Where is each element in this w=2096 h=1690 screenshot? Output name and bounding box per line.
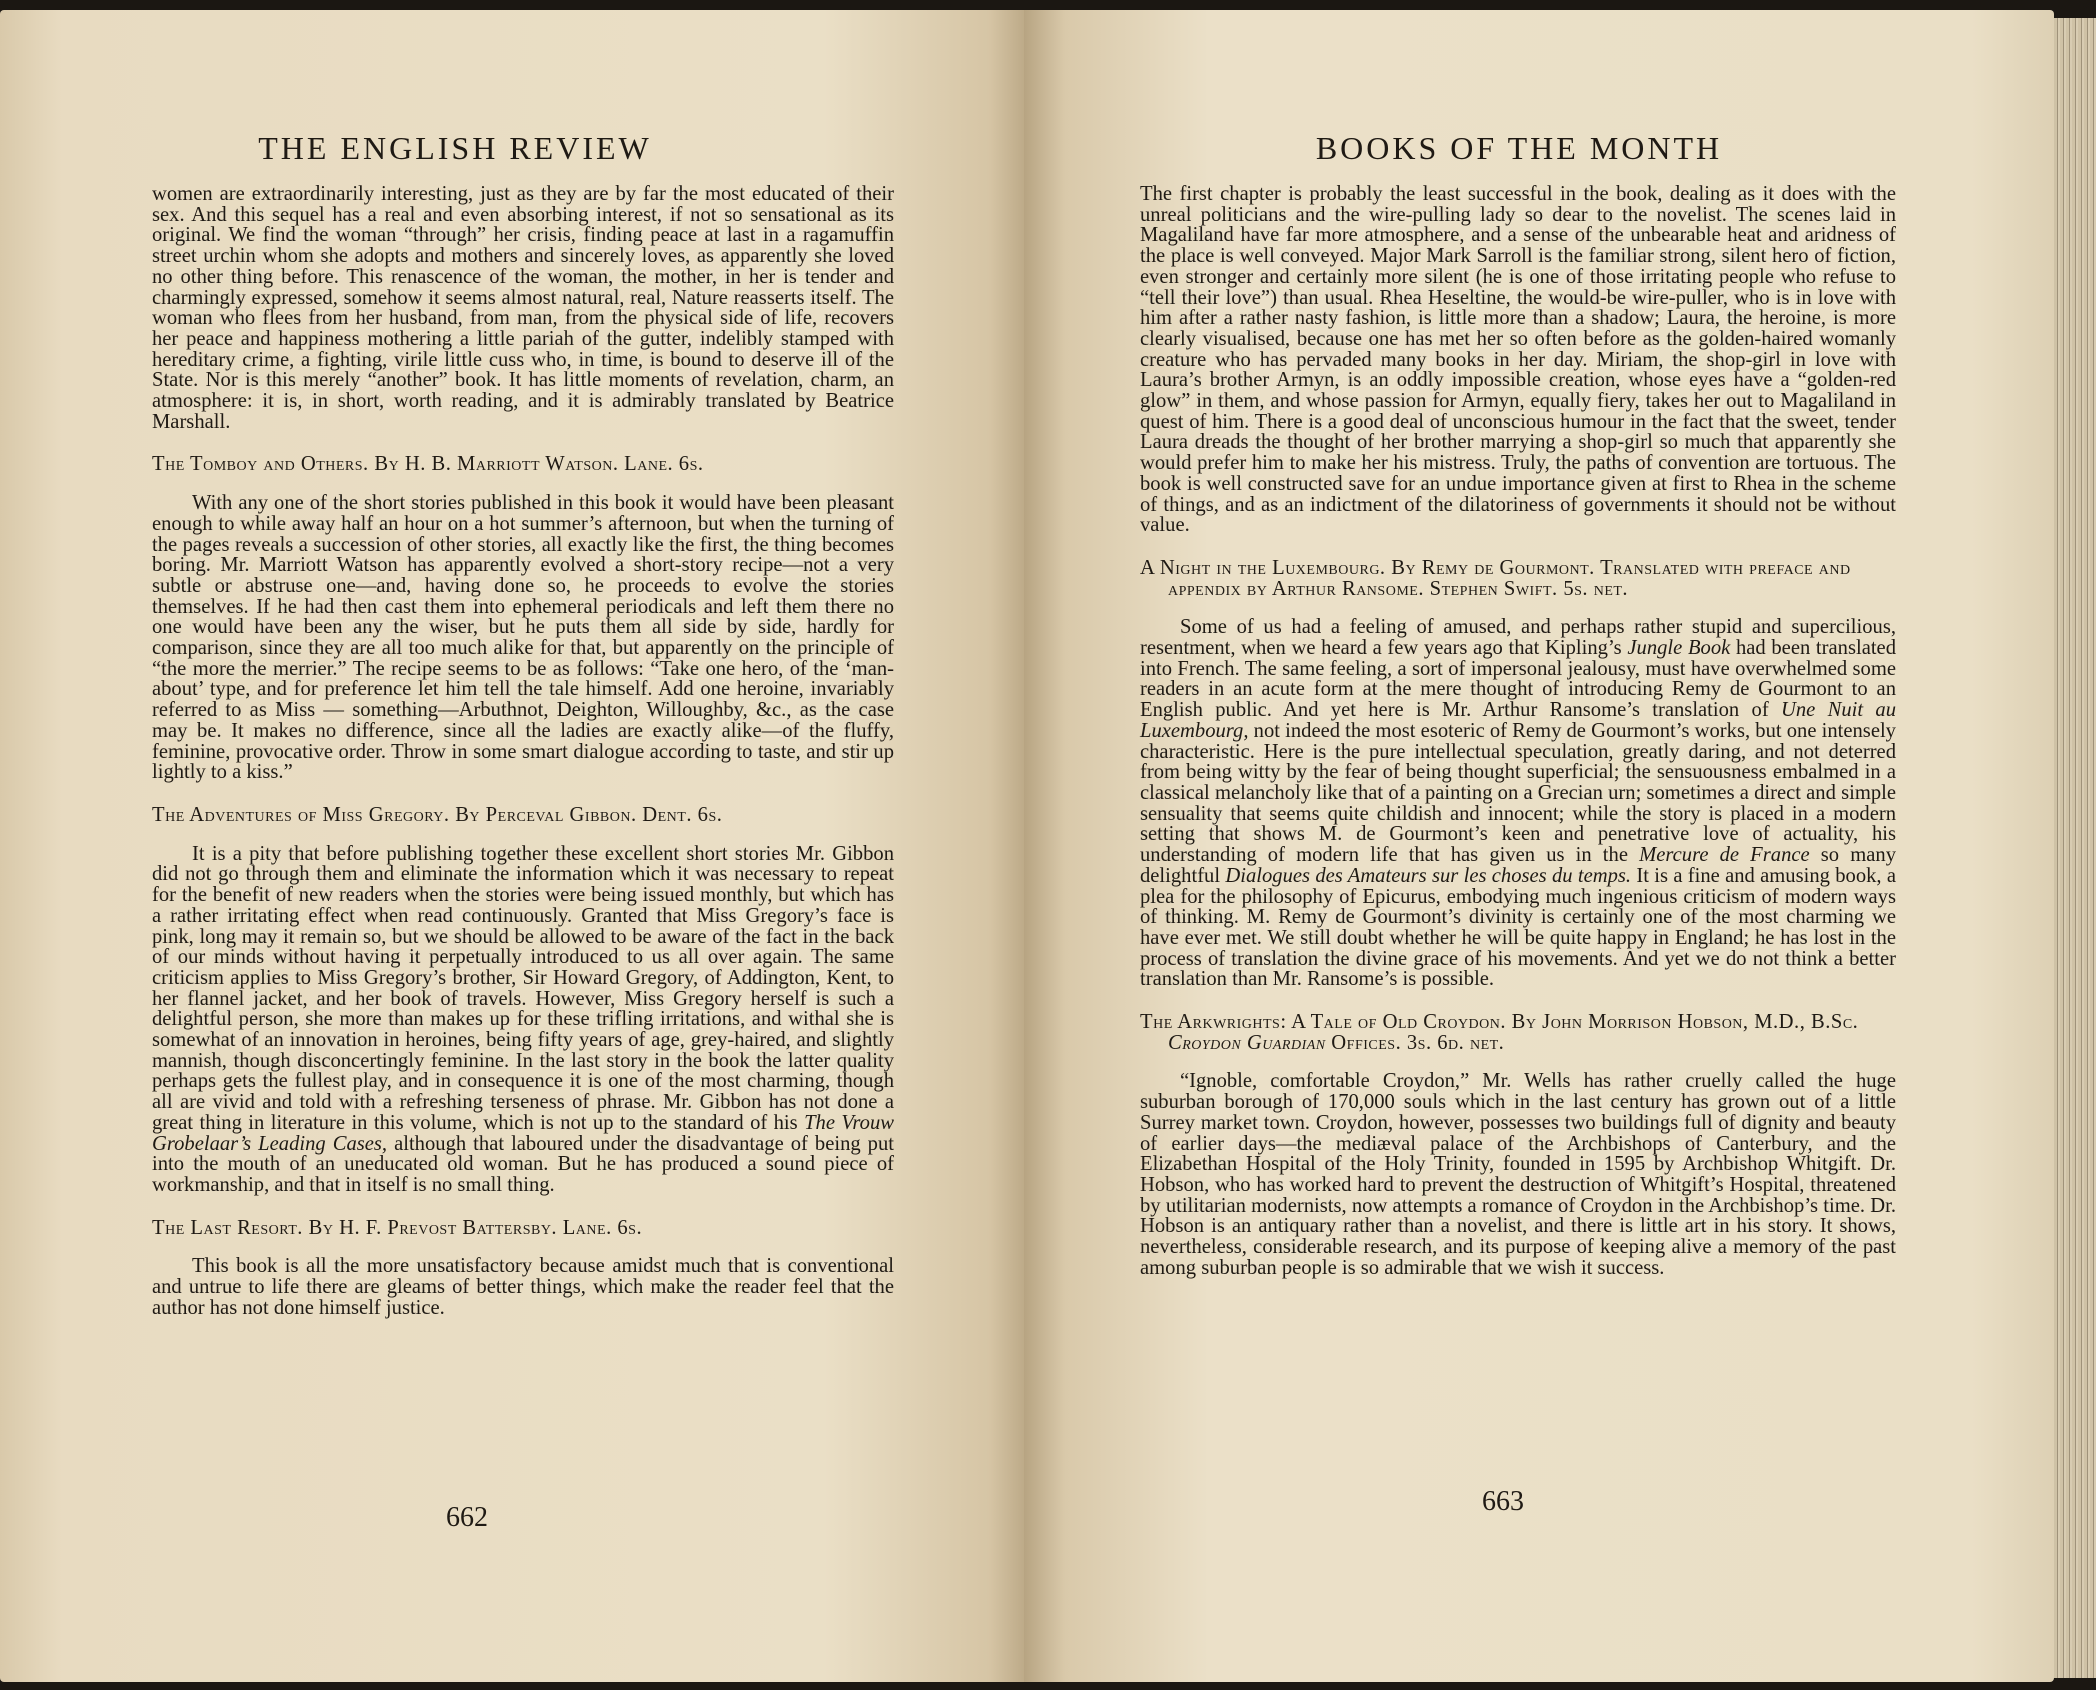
text-part: Some of us had a feeling of amused, and perhaps rather stupid and supercilious, resentment, when we heard a few years ago that Kipling’s xyxy=(1140,616,1896,660)
review-heading-tomboy: The Tomboy and Others. By H. B. Marriott Watson. Lane. 6s. xyxy=(152,453,704,476)
right-page-content xyxy=(1140,184,1896,1278)
review-body-miss-gregory xyxy=(152,844,894,1196)
italic-title: Mercure de France xyxy=(1639,844,1810,867)
review-heading-night-luxembourg: A Night in the Luxembourg. By Remy de Gourmont. Translated with preface and appendix by Arthur Ransome. Stephen Swift. 5s. net. xyxy=(1140,556,1851,600)
italic-title: Dialogues des Amateurs sur les choses du temps. xyxy=(1225,864,1632,887)
left-running-head: THE ENGLISH REVIEW xyxy=(258,130,652,166)
review-heading-last-resort: The Last Resort. By H. F. Prevost Battersby. Lane. 6s. xyxy=(152,1216,643,1239)
heading-part: Offices. 3s. 6d. net. xyxy=(1331,1031,1505,1054)
text-part: had been translated into French. The same feeling, a sort of impersonal jealousy, must have overwhelmed some readers in an acute form at the mere thought of introducing Remy de Gourmont to an English public. And yet here is Mr. Arthur Ransome’s translation of xyxy=(1140,637,1896,722)
review-body-tomboy: With any one of the short stories published in this book it would have been pleasant enough to while away half an hour on a hot summer’s afternoon, but when the turning of the pages reveals a succession of other stories, all exactly like the first, the thing becomes boring. Mr. Marriott Watson has apparently evolved a short-story recipe—not a very subtle or abstruse one—and, having done so, he proceeds to evolve the stories themselves. If he had then cast them into ephemeral periodicals and left them there no one would have been any the wiser, but he puts them all side by side, hardly for comparison, since they are all too much alike for that, but apparently on the principle of “the more the merrier.” The recipe seems to be as follows: “Take one hero, of the ‘man-about’ type, and for preference let him tell the tale himself. Add one heroine, invariably referred to as Miss — something—Arbuthnot, Deighton, Willoughby, &c., as the case may be. It makes no difference, since all the ladies are exactly alike—of the fluffy, feminine, provocative order. Throw in some smart dialogue according to taste, and stir up lightly to a kiss.” xyxy=(152,492,894,784)
right-page-number: 663 xyxy=(1482,1486,1524,1517)
review-body-night-luxembourg xyxy=(1140,617,1896,990)
review-heading-miss-gregory: The Adventures of Miss Gregory. By Perceval Gibbon. Dent. 6s. xyxy=(152,803,723,826)
review-heading-arkwrights xyxy=(1140,1012,1896,1053)
heading-italic: Croydon Guardian xyxy=(1168,1031,1326,1054)
italic-title: Une Nuit au Luxembourg, xyxy=(1140,699,1896,742)
review-body-last-resort: This book is all the more unsatisfactory because amidst much that is conventional and untrue to life there are gleams of better things, which make the reader feel that the author has not done himself justice. xyxy=(152,1255,894,1319)
left-page-content xyxy=(152,184,894,1318)
text-part: so many delightful xyxy=(1140,844,1896,887)
right-running-head: BOOKS OF THE MONTH xyxy=(1315,130,1723,166)
italic-title: Jungle Book xyxy=(1627,637,1731,660)
italic-book-title: The Vrouw Grobelaar’s Leading Cases, xyxy=(152,1111,895,1155)
page-edges xyxy=(2054,18,2096,1678)
heading-part: The Arkwrights: A Tale of Old Croydon. By John Morrison Hobson, M.D., B.Sc. xyxy=(1140,1011,1859,1034)
right-page xyxy=(1024,10,2054,1682)
text-part: It is a fine and amusing book, a plea for the philosophy of Epicurus, embodying much ingenious criticism of modern ways of thinking. M. Remy de Gourmont’s divinity is certainly one of the most charming we have ever met. We still doubt whether he will be quite happy in England; he has lost in the process of translation the divine grace of his movements. And yet we do not think a better translation than Mr. Ransome’s is possible. xyxy=(1140,864,1897,991)
review-body-arkwrights: “Ignoble, comfortable Croydon,” Mr. Wells has rather cruelly called the huge suburban borough of 170,000 souls which in the last century has grown out of a little Surrey market town. Croydon, however, possesses two buildings full of dignity and beauty of earlier days—the mediæval palace of the Archbishops of Canterbury, and the Elizabethan Hospital of the Holy Trinity, founded in 1595 by Archbishop Whitgift. Dr. Hobson, who has worked hard to prevent the destruction of Whitgift’s Hospital, threatened by utilitarian modernists, now attempts a romance of Croydon in the Archbishop’s time. Dr. Hobson is an antiquary rather than a novelist, and there is little art in his story. It shows, nevertheless, considerable research, and its purpose of keeping alive a memory of the past among suburban people is so admirable that we wish it success. xyxy=(1140,1070,1896,1279)
left-page xyxy=(0,10,1030,1682)
opening-paragraph: The first chapter is probably the least successful in the book, dealing as it does with the unreal politicians and the wire-pulling lady so dear to the novelist. The scenes laid in Magaliland have far more atmosphere, and a sense of the unbearable heat and aridness of the place is well conveyed. Major Mark Sarroll is the familiar strong, silent hero of fiction, even stronger and certainly more silent (he is one of those irritating people who refuse to “tell their love”) than usual. Rhea Heseltine, the would-be wire-puller, who is in love with him after a rather nasty fashion, is little more than a shadow; Laura, the heroine, is more clearly visualised, because one has met her so often before as the golden-haired womanly creature who has pervaded many books in her day. Miriam, the shop-girl in love with Laura’s brother Armyn, is an oddly impossible creation, whose eyes have a “golden-red glow” in them, and whose passion for Armyn, equally fiery, takes her out to Magaliland in quest of him. There is a good deal of unconscious humour in the fact that the sweet, tender Laura dreads the thought of her brother marrying a shop-girl so much that apparently she would prefer him to make her his mistress. Truly, the paths of convention are tortuous. The book is well constructed save for an undue importance given at first to Rhea in the scheme of things, and as an indictment of the dilatoriness of governments it should not be without value. xyxy=(1140,183,1896,537)
opening-paragraph: women are extraordinarily interesting, just as they are by far the most educated of their sex. And this sequel has a real and even absorbing interest, if not so sensational as its original. We find the woman “through” her crisis, finding peace at last in a ragamuffin street urchin whom she adopts and mothers and sincerely loves, as apparently she loved no other thing before. This renascence of the woman, the mother, in her is tender and charmingly expressed, somehow it seems almost natural, real, Nature reasserts itself. The woman who flees from her husband, from man, from the physical side of life, recovers her peace and happiness mothering a little pariah of the gutter, indelibly stamped with hereditary crime, a fighting, virile little cuss who, in time, is bound to deserve ill of the State. Nor is this merely “another” book. It has little moments of revelation, charm, an atmosphere: it is, in short, worth reading, and it is admirably translated by Beatrice Marshall. xyxy=(152,183,894,433)
text-part: not indeed the most esoteric of Remy de Gourmont’s works, but one intensely characteristic. Here is the pure intellectual speculation, greatly daring, and not deterred from being witty by the fear of being thought superficial; the sensuousness embalmed in a classical melancholy like that of a painting on a Grecian urn; sometimes a direct and simple sensuality that seems quite childish and innocent; while the story is placed in a modern setting that shows M. de Gourmont’s keen and penetrative love of actuality, his understanding of modern life that has given us in the xyxy=(1140,719,1896,867)
review-body-miss-gregory-text: It is a pity that before publishing together these excellent short stories Mr. Gibbon did not go through them and eliminate the information which it was necessary to repeat for the benefit of new readers when the stories were being issued monthly, but which has a rather irritating effect when read continuously. Granted that Miss Gregory’s face is pink, long may it remain so, but we should be allowed to be aware of the fact in the back of our minds without having it perpetually introduced to us all over again. The same criticism applies to Miss Gregory’s brother, Sir Howard Gregory, of Addington, Kent, to her flannel jacket, and her book of travels. However, Miss Gregory herself is such a delightful person, she more than makes up for these trifling irritations, and withal she is somewhat of an innovation in heroines, being fifty years of age, grey-haired, and slightly mannish, though disconcertingly feminine. In the last story in the book the latter quality perhaps gets the fullest play, and in consequence it is one of the most charming, though all are vivid and told with a refreshing terseness of phrase. Mr. Gibbon has not done a great thing in literature in this volume, which is not up to the standard of his xyxy=(152,842,894,1134)
left-page-number: 662 xyxy=(446,1502,488,1533)
review-body-miss-gregory-tail: although that laboured under the disadvantage of being put into the mouth of an uneducated old woman. But he has produced a sound piece of workmanship, and that in itself is no small thing. xyxy=(152,1132,894,1196)
